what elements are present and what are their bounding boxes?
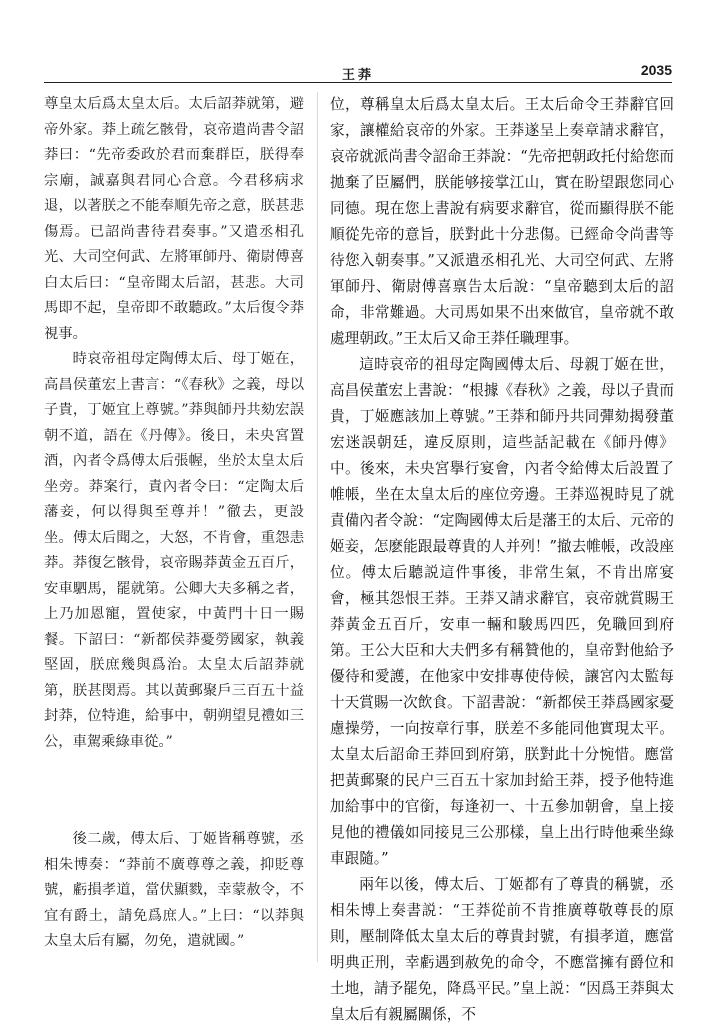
running-title: 王莽: [341, 68, 374, 83]
translation-paragraph-3: 兩年以後，傅太后、丁姬都有了尊貴的稱號，丞相朱博上奏書説：“王莽從前不肯推廣尊敬尊長的原則，壓制降低太皇太后的尊貴封號，有損孝道，應當明典正刑，幸虧遇到赦免的命令，不應當擁有爵位和土地，請予罷免，降爲平民。”皇上説：“因爲王莽與太皇太后有親屬關係，不: [330, 876, 674, 1023]
original-paragraph-1: 尊皇太后爲太皇太后。太后詔莽就第，避帝外家。莽上疏乞骸骨，哀帝遣尚書令詔莽曰：“先帝委政於君而棄群臣，朕得奉宗廟，誠嘉與君同心合意。今君移病求退，以著朕之不能奉順先帝之意，朕甚悲傷焉。已詔尚書待君奏事。”又遣丞相孔光、大司空何武、左將軍師丹、衛尉傅喜白太后曰：“皇帝聞太后詔，甚悲。大司馬即不起，皇帝即不敢聽政。”太后復令莽視事。: [44, 96, 304, 342]
translation-text-column: [330, 92, 674, 1023]
page-number: 2035: [640, 62, 672, 78]
original-paragraph-2: 時哀帝祖母定陶傅太后、母丁姬在，高昌侯董宏上書言：“《春秋》之義，母以子貴，丁姬宜上尊號。”莽與師丹共劾宏誤朝不道，語在《丹傳》。後日，未央宮置酒，內者令爲傅太后張幄，坐於太皇太后坐旁。莽案行，責內者令曰：“定陶太后藩妾，何以得與至尊并！”徹去，更設坐。傅太后聞之，大怒，不肯會，重怨恚莽。莽復乞骸骨，哀帝賜莽黃金五百斤，安車駟馬，罷就第。公卿大夫多稱之者，上乃加恩寵，置使家，中黃門十日一賜餐。下詔曰：“新都侯莽憂勞國家，執義堅固，朕庶幾與爲治。太皇太后詔莽就第，朕甚閔焉。其以黃郵聚戶三百五十益封莽，位特進，給事中，朝朔望見禮如三公，車駕乘綠車從。”: [44, 351, 304, 750]
page-header: [0, 50, 716, 82]
header-rule: [44, 82, 672, 83]
translation-paragraph-1: 位，尊稱皇太后爲太皇太后。王太后命令王莽辭官回家，讓權給哀帝的外家。王莽遂呈上奏章請求辭官，哀帝就派尚書令詔命王莽說：“先帝把朝政托付給您而拋棄了臣屬們，朕能够接掌江山，實在盼望跟您同心同德。現在您上書說有病要求辭官，從而顯得朕不能順從先帝的意旨，朕對此十分悲傷。已經命令尚書等待您入朝奏事。”又派遣丞相孔光、大司空何武、左將軍師丹、衛尉傅喜禀告太后說：“皇帝聽到太后的詔命，非常難過。大司馬如果不出來做官，皇帝就不敢處理朝政。”王太后又命王莽任職理事。: [330, 96, 674, 347]
paragraph-gap: [44, 755, 304, 827]
column-divider: [317, 92, 318, 962]
original-text-column: [44, 92, 304, 972]
translation-paragraph-2: 這時哀帝的祖母定陶國傅太后、母親丁姬在世，高昌侯董宏上書說：“根據《春秋》之義，母以子貴而貴，丁姬應該加上尊號。”王莽和師丹共同彈劾揭發董宏迷誤朝廷，違反原則，這些話記載在《師丹傳》中。後來，未央宮擧行宴會，內者令給傅太后設置了帷帳，坐在太皇太后的座位旁邊。王莽巡視時見了就責備內者令說：“定陶國傅太后是藩王的太后、元帝的姬妾，怎麽能跟最尊貴的人并列！”撤去帷帳，改設座位。傅太后聽説這件事後，非常生氣，不肯出席宴會，極其怨恨王莽。王莽又請求辭官，哀帝就賞賜王莽黃金五百斤，安車一輛和駿馬四匹，免職回到府第。王公大臣和大夫們多有稱贊他的，皇帝對他給予優待和愛護，在他家中安排專使侍候，讓宮內太監每十天賞賜一次飲食。下詔書說：“新都侯王莽爲國家憂慮操勞，一向按章行事，朕差不多能同他實現太平。太皇太后詔命王莽回到府第，朕對此十分惋惜。應當把黃郵聚的民户三百五十家加封給王莽，授予他特進加給事中的官銜，每逢初一、十五參加朝會，皇上接見他的禮儀如同接見三公那樣，皇上出行時他乘坐綠車跟隨。”: [330, 356, 674, 867]
original-paragraph-3: 後二歲，傅太后、丁姬皆稱尊號，丞相朱博奏：“莽前不廣尊尊之義，抑貶尊號，虧損孝道，當伏顯戮，幸蒙赦令，不宜有爵土，請免爲庶人。”上曰：“以莽與太皇太后有屬，勿免，遣就國。”: [44, 831, 304, 949]
